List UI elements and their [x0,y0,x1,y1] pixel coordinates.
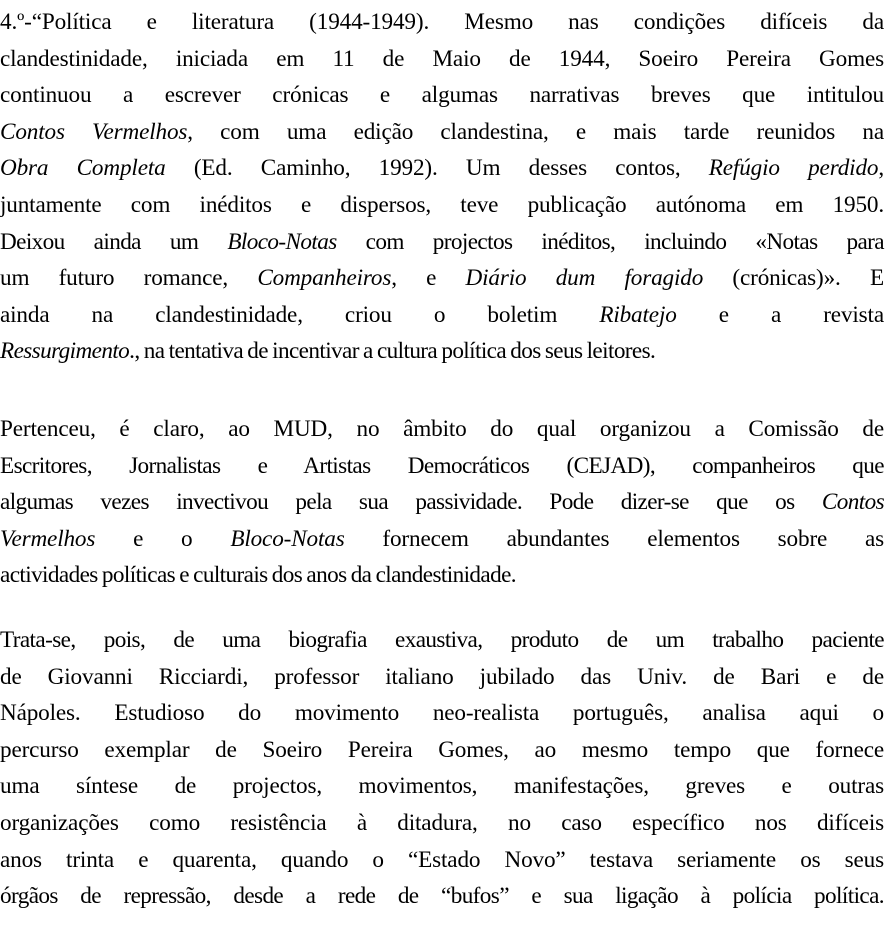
text-line [0,333,884,370]
body-text: órgãos de repressão, desde a rede de “bufos” e sua ligação à polícia política. [0,883,884,910]
body-text: clandestinidade, iniciada em 11 de Maio de 1944, Soeiro Pereira Gomes [0,45,884,72]
text-line [0,150,884,187]
italic-title-text: Contos Vermelhos [0,118,188,145]
text-line [0,878,884,915]
body-text: algumas vezes invectivou pela sua passividade. Pode dizer-se que os [0,489,822,516]
text-line [0,557,884,594]
italic-title-text: Bloco-Notas [230,525,345,552]
body-text: organizações como resistência à ditadura, no caso específico nos difíceis [0,809,884,836]
body-text: , com uma edição clandestina, e mais tarde reunidos na [187,118,884,145]
body-text: juntamente com inéditos e dispersos, teve publicação autónoma em 1950. [0,191,884,218]
text-line [0,622,884,659]
body-text: , e [391,265,466,292]
text-line [0,297,884,334]
italic-title-text: Contos [821,489,884,516]
body-text: percurso exemplar de Soeiro Pereira Gomes, ao mesmo tempo que fornece [0,736,884,763]
body-text: um futuro romance, [0,265,258,292]
italic-title-text: Vermelhos [0,525,96,552]
body-text: ainda na clandestinidade, criou o boletim [0,301,600,328]
text-line [0,114,884,151]
body-text: fornecem abundantes elementos sobre as [344,525,884,552]
body-text: Pertenceu, é claro, ao MUD, no âmbito do qual organizou a Comissão de [0,416,884,442]
body-text: uma síntese de projectos, movimentos, manifestações, greves e outras [0,773,884,800]
paragraph-political-literature [0,4,884,370]
body-text: (Ed. Caminho, 1992). Um desses contos, [165,155,709,182]
body-text: ., na tentativa de incentivar a cultura política dos seus leitores. [129,338,656,365]
body-text: , [878,155,884,182]
text-line [0,187,884,224]
italic-title-text: Bloco-Notas [227,228,337,255]
italic-title-text: Diário dum foragido [465,265,704,292]
body-text: e o [95,525,231,552]
italic-title-text: Refúgio perdido [708,155,879,182]
body-text: continuou a escrever crónicas e algumas narrativas breves que intitulou [0,82,884,109]
body-text: Deixou ainda um [0,228,228,255]
text-line [0,411,884,448]
text-line [0,768,884,805]
body-text: Nápoles. Estudioso do movimento neo-realista português, analisa aqui o [0,700,884,727]
text-line [0,484,884,521]
paragraph-biography-summary [0,622,884,915]
body-text: actividades políticas e culturais dos anos da clandestinidade. [0,562,516,589]
text-line [0,659,884,696]
body-text: 4.º-“Política e literatura (1944-1949). Mesmo nas condições difíceis da [0,9,884,35]
text-line [0,521,884,558]
body-text: e a revista [676,301,884,328]
italic-title-text: Companheiros [257,265,392,292]
body-text: com projectos inéditos, incluindo «Notas para [336,228,884,255]
body-text: (crónicas)». E [703,265,884,292]
italic-title-text: Ribatejo [599,301,677,328]
text-line [0,77,884,114]
text-line [0,4,884,41]
text-line [0,842,884,879]
text-line [0,260,884,297]
body-text: Escritores, Jornalistas e Artistas Democráticos (CEJAD), companheiros que [0,452,884,479]
body-text: anos trinta e quarenta, quando o “Estado Novo” testava seriamente os seus [0,846,884,873]
italic-title-text: Ressurgimento [0,338,130,365]
text-line [0,695,884,732]
text-line [0,448,884,485]
text-line [0,41,884,78]
body-text: de Giovanni Ricciardi, professor italiano jubilado das Univ. de Bari e de [0,663,884,690]
text-line [0,224,884,261]
text-line [0,805,884,842]
paragraph-mud-cejad [0,411,884,594]
text-line [0,732,884,769]
body-text: Trata-se, pois, de uma biografia exaustiva, produto de um trabalho paciente [0,627,884,653]
italic-title-text: Obra Completa [0,155,166,182]
